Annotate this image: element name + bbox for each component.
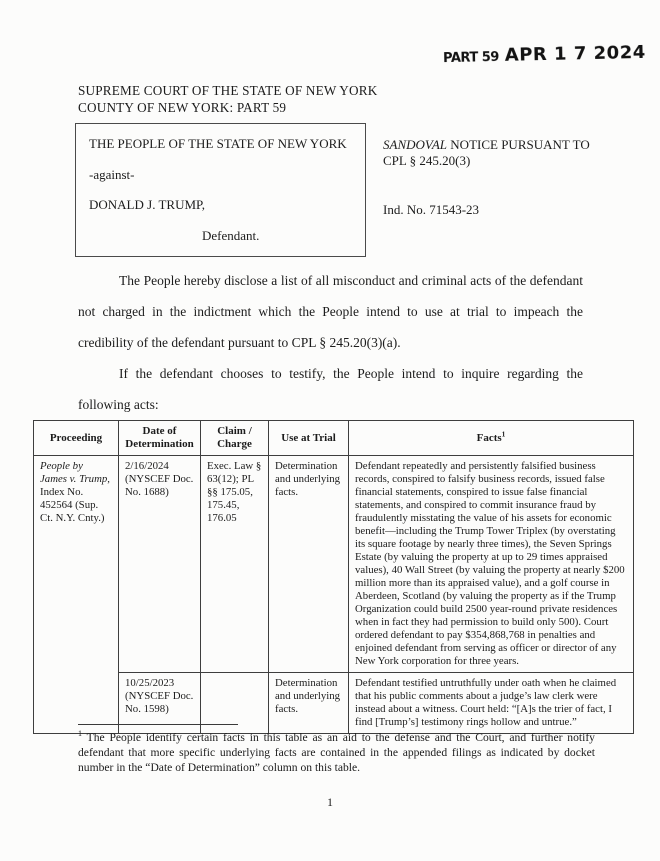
defendant-name: DONALD J. TRUMP, [89,197,206,212]
stamp-part-label: PART 59 [442,49,500,67]
acts-table [33,420,634,734]
header-proceeding: Proceeding [34,421,119,456]
body-text [78,265,583,420]
table-row [34,456,634,673]
proceeding-case-name: People by James v. Trump [40,460,108,485]
indictment-number: Ind. No. 71543-23 [383,202,480,217]
header-use-at-trial: Use at Trial [269,421,349,456]
inquiry-paragraph: If the defendant chooses to testify, the People intend to inquire regarding the following acts: [78,366,583,412]
footnote-separator [78,724,238,725]
facts-footnote-marker: 1 [501,428,506,438]
claim-cell: Exec. Law § 63(12); PL §§ 175.05, 175.45, 176.05 [201,456,269,673]
facts-cell: Defendant repeatedly and persistently falsified business records, conspired to falsify business records, issued false financial statements, conspired to issue false financial statements, and conspired to commit insurance fraud by fraudulently misstating the value of his assets for economic benefit—including the Trump Tower Triplex (by overstating its square footage by nearly three times), the Seven Springs Estate (by valuing the property at up to 29 times appraised values), 40 Wall Street (by valuing the property at nearly $200 million more than its appraised value), and a golf course in Aberdeen, Scotland (by valuing the property as if the Trump Organization could build 2500 year-round private residences when in fact they had permission to build only 500). Court ordered defendant to pay $354,868,768 in penalties and enjoined defendant from serving as officer or director of any New York corporation for three years. [349,456,634,673]
case-caption-box [75,123,366,257]
disclosure-paragraph: The People hereby disclose a list of all misconduct and criminal acts of the defendant not charged in the indictment which the People intend to use at trial to impeach the credibility of the defendant pursuant to CPL § 245.20(3)(a). [78,273,583,350]
notice-title-case-name: SANDOVAL [383,137,448,152]
page-number: 1 [327,795,333,809]
use-cell: Determination and underlying facts. [269,673,349,734]
defendant-role-label: Defendant. [202,227,260,243]
use-cell: Determination and underlying facts. [269,456,349,673]
court-header-line2: COUNTY OF NEW YORK: PART 59 [78,99,287,115]
date-cell: 10/25/2023 (NYSCEF Doc. No. 1598) [119,673,201,734]
court-header-line1: SUPREME COURT OF THE STATE OF NEW YORK [78,83,378,98]
date-cell: 2/16/2024 (NYSCEF Doc. No. 1688) [119,456,201,673]
received-stamp [443,42,646,67]
header-facts: Facts$^1$ [349,421,634,456]
against-label: -against- [89,166,135,182]
facts-cell: Defendant testified untruthfully under oath when he claimed that his public comments about a judge’s law clerk were instead about a witness. Court held: “[A]s the trier of fact, I find [Trump’s] testimony rings hollow and untrue.” [349,673,634,734]
proceeding-cell [34,456,119,734]
caption-right-column [383,137,593,218]
stamp-date: APR 1 7 2024 [504,41,646,66]
footnote-marker: 1 [78,729,82,739]
notice-title-rest: NOTICE PURSUANT TO CPL § 245.20(3) [383,137,590,168]
header-claim-charge: Claim / Charge [201,421,269,456]
header-date-of-determination: Date of Determination [119,421,201,456]
footnote-text: The People identify certain facts in this table as an aid to the defense and the Court, and further notify defendant that more specific underlying facts are contained in the appended filings as indicated by docket number in the “Date of Determination” column on this table. [78,731,595,774]
court-header [78,83,377,116]
proceeding-case-details: , Index No. 452564 (Sup. Ct. N.Y. Cnty.) [40,473,110,524]
plaintiff-name: THE PEOPLE OF THE STATE OF NEW YORK [89,136,347,151]
table-header-row [34,421,634,456]
notice-title [383,137,593,169]
footnote [78,730,595,775]
